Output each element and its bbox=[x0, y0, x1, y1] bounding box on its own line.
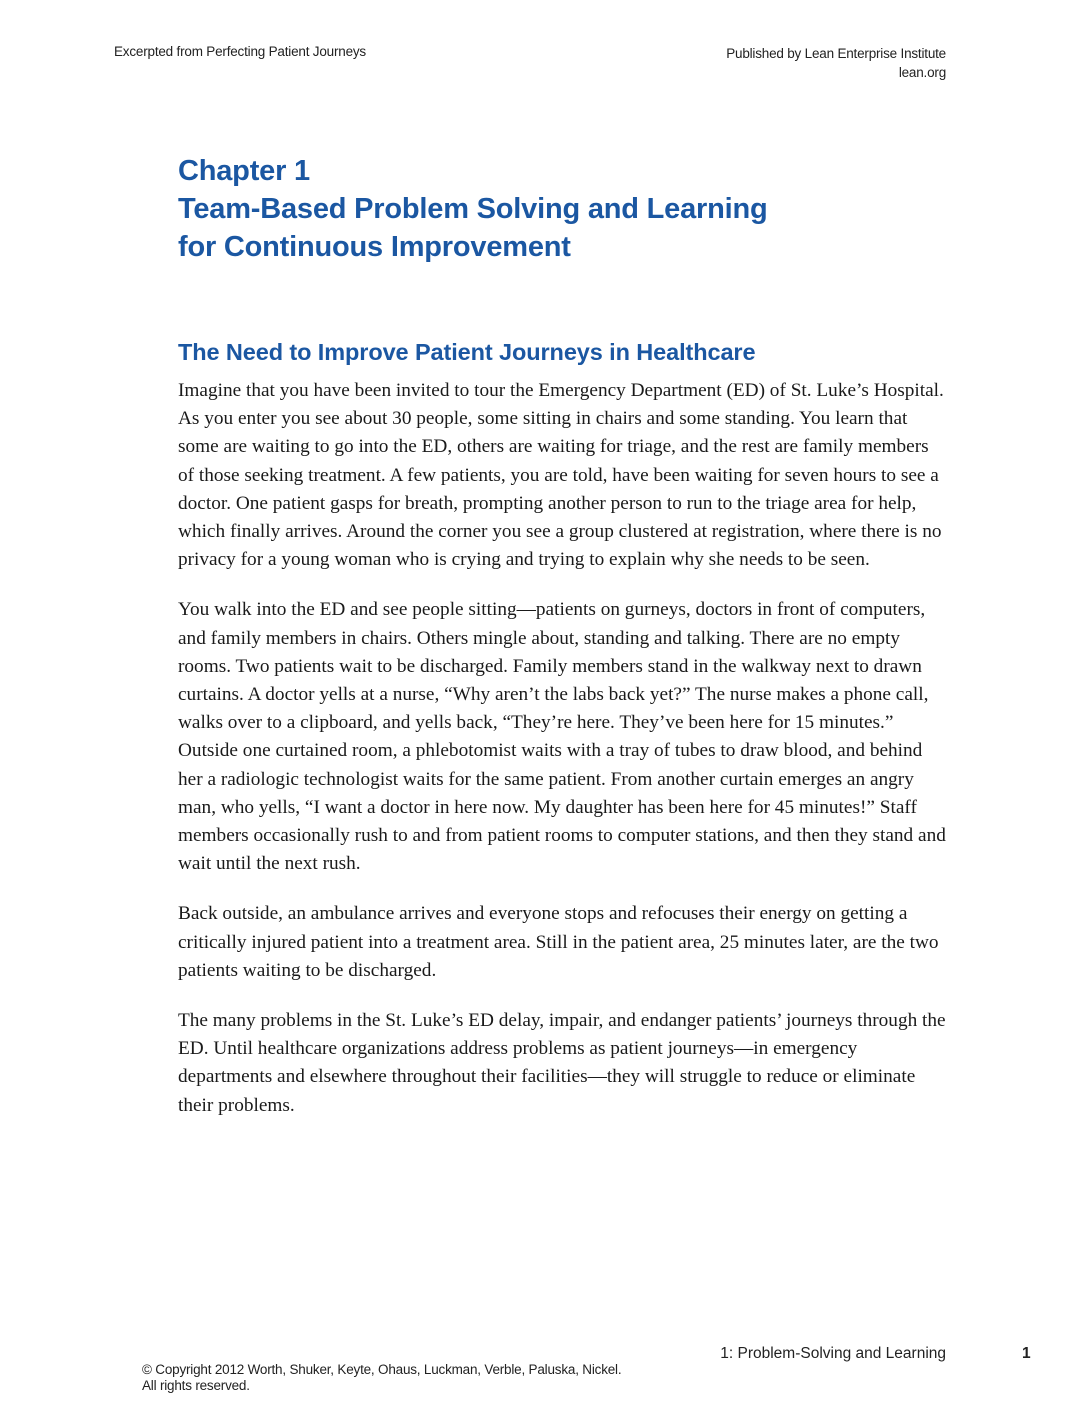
copyright-line-1: © Copyright 2012 Worth, Shuker, Keyte, Ohaus, Luckman, Verble, Paluska, Nickel. bbox=[142, 1362, 622, 1377]
chapter-title-line-2: for Continuous Improvement bbox=[178, 231, 571, 263]
header-publisher: Published by Lean Enterprise Institute bbox=[726, 46, 946, 61]
body-text bbox=[178, 377, 948, 1142]
copyright-notice bbox=[142, 1362, 621, 1394]
section-heading: The Need to Improve Patient Journeys in Healthcare bbox=[178, 339, 756, 365]
header-site: lean.org bbox=[898, 65, 946, 80]
copyright-line-2: All rights reserved. bbox=[142, 1378, 250, 1393]
header-publisher-block bbox=[726, 44, 946, 82]
chapter-title bbox=[178, 152, 768, 266]
page-number: 1 bbox=[1022, 1345, 1031, 1362]
header-excerpt-note: Excerpted from Perfecting Patient Journeys bbox=[114, 44, 366, 59]
chapter-title-line-1: Team-Based Problem Solving and Learning bbox=[178, 193, 768, 225]
paragraph: Imagine that you have been invited to tour the Emergency Department (ED) of St. Luke’s Hospital. As you enter you see about 30 people, some sitting in chairs and some standing. You learn that some are waiting to go into the ED, others are waiting for triage, and the rest are family members of those seeking treatment. A few patients, you are told, have been waiting for seven hours to see a doctor. One patient gasps for breath, prompting another person to run to the triage area for help, which finally arrives. Around the corner you see a group clustered at registration, where there is no privacy for a young woman who is crying and trying to explain why she needs to be seen. bbox=[178, 380, 944, 571]
paragraph: Back outside, an ambulance arrives and everyone stops and refocuses their energy on getting a critically injured patient into a treatment area. Still in the patient area, 25 minutes later, are the two patients waiting to be discharged. bbox=[178, 903, 939, 981]
paragraph: The many problems in the St. Luke’s ED delay, impair, and endanger patients’ journeys through the ED. Until healthcare organizations address problems as patient journeys—in emergency departments and elsewhere throughout their facilities—they will struggle to reduce or eliminate their problems. bbox=[178, 1010, 946, 1116]
paragraph: You walk into the ED and see people sitting—patients on gurneys, doctors in front of computers, and family members in chairs. Others mingle about, standing and talking. There are no empty rooms. Two patients wait to be discharged. Family members stand in the walkway next to drawn curtains. A doctor yells at a nurse, “Why aren’t the labs back yet?” The nurse makes a phone call, walks over to a clipboard, and yells back, “They’re here. They’ve been here for 15 minutes.” Outside one curtained room, a phlebotomist waits with a tray of tubes to draw blood, and behind her a radiologic technologist waits for the same patient. From another curtain emerges an angry man, who yells, “I want a doctor in here now. My daughter has been here for 45 minutes!” Staff members occasionally rush to and from patient rooms to computer stations, and then they stand and wait until the next rush. bbox=[178, 599, 946, 875]
footer-section-label: 1: Problem-Solving and Learning bbox=[720, 1345, 946, 1362]
chapter-number: Chapter 1 bbox=[178, 155, 310, 187]
